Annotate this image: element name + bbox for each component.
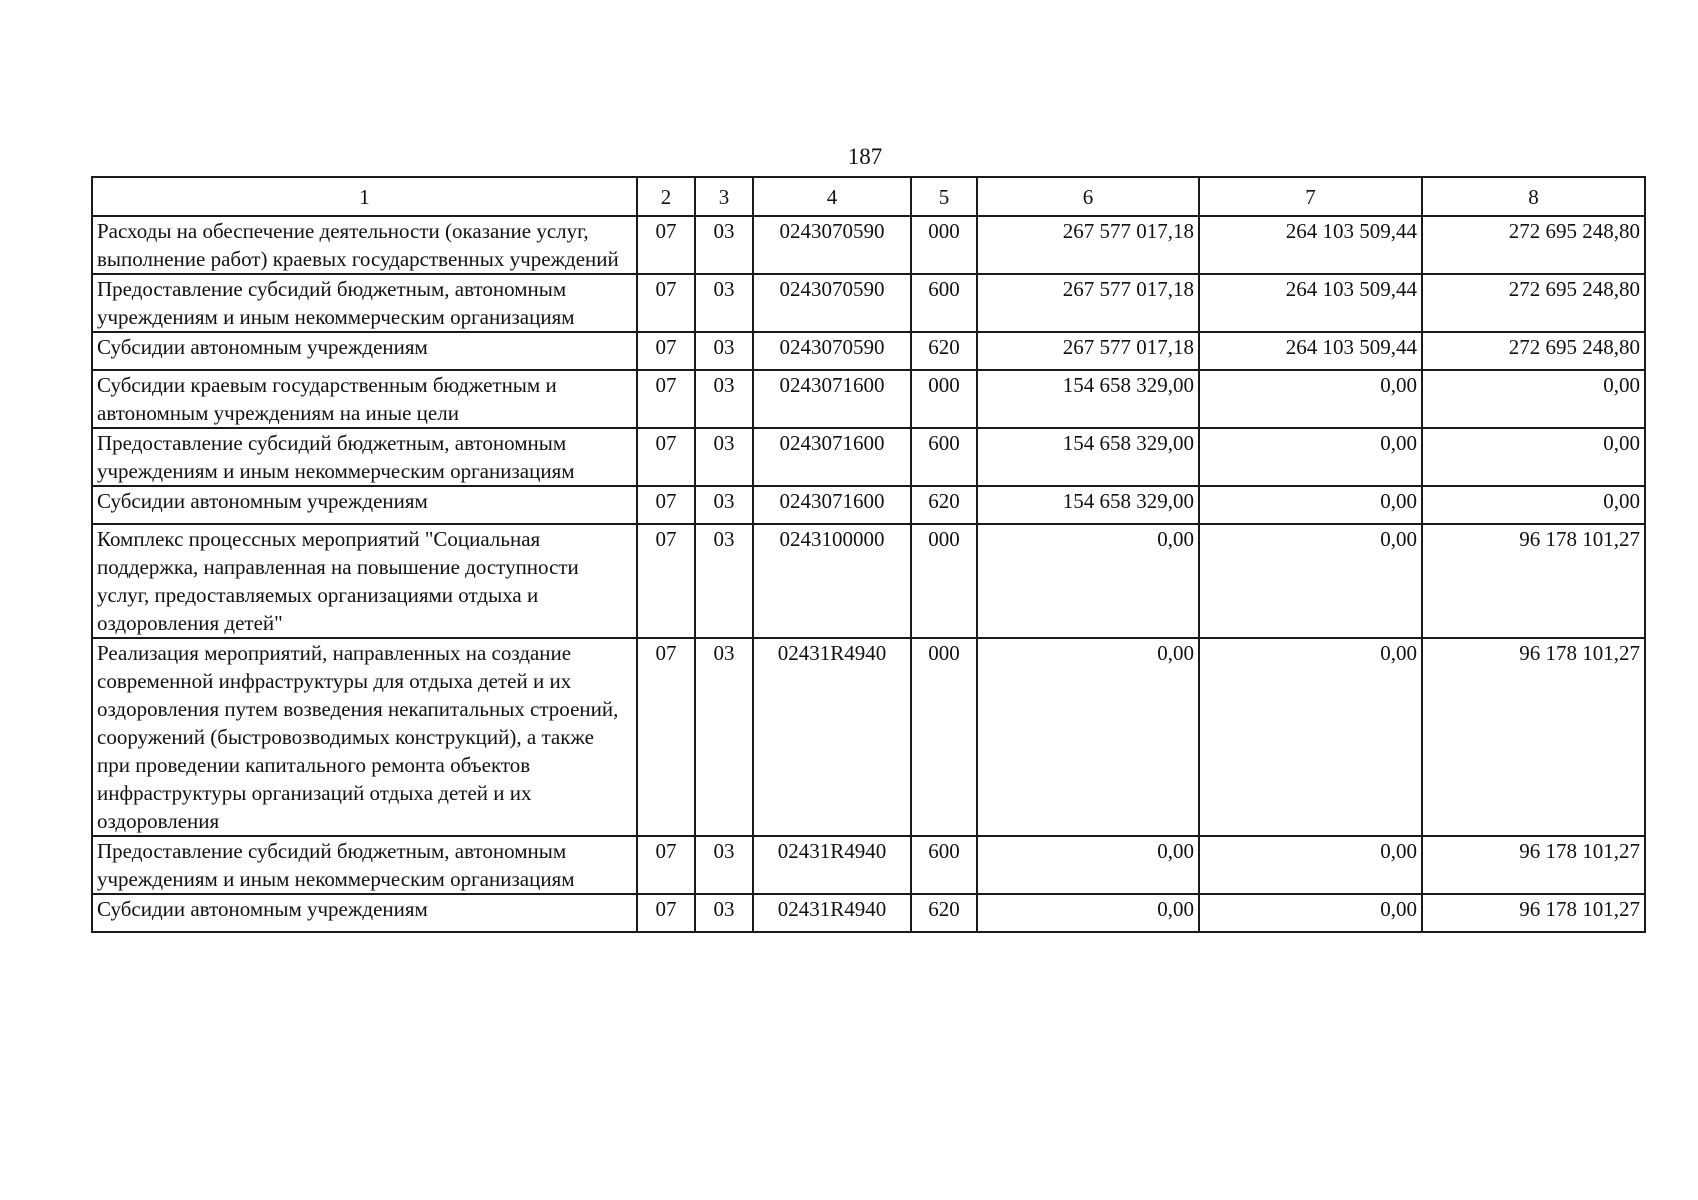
row-subsection: 03 <box>695 370 753 428</box>
row-section: 07 <box>637 428 695 486</box>
row-target-code: 0243071600 <box>753 370 911 428</box>
row-section: 07 <box>637 638 695 836</box>
row-section: 07 <box>637 894 695 932</box>
row-name: Реализация мероприятий, направленных на создание современной инфраструктуры для отдыха детей и их оздоровления путем возведения некапитальных строений, сооружений (быстровозводимых конструкций), а также при проведении капитального ремонта объектов инфраструктуры организаций отдыха детей и их оздоровления <box>92 638 637 836</box>
row-name: Предоставление субсидий бюджетным, автономным учреждениям и иным некоммерческим организациям <box>92 836 637 894</box>
row-name: Предоставление субсидий бюджетным, автономным учреждениям и иным некоммерческим организациям <box>92 428 637 486</box>
row-subsection: 03 <box>695 274 753 332</box>
row-amount-8: 96 178 101,27 <box>1422 836 1645 894</box>
row-amount-8: 96 178 101,27 <box>1422 524 1645 638</box>
row-amount-8: 0,00 <box>1422 486 1645 524</box>
row-amount-8: 272 695 248,80 <box>1422 332 1645 370</box>
column-header-2: 2 <box>637 177 695 216</box>
row-section: 07 <box>637 216 695 274</box>
table-row <box>92 524 1645 638</box>
row-name: Субсидии краевым государственным бюджетным и автономным учреждениям на иные цели <box>92 370 637 428</box>
header-row <box>92 177 1645 216</box>
column-header-4: 4 <box>753 177 911 216</box>
table-row <box>92 428 1645 486</box>
row-amount-8: 0,00 <box>1422 370 1645 428</box>
row-target-code: 0243070590 <box>753 274 911 332</box>
row-amount-7: 0,00 <box>1199 428 1422 486</box>
row-amount-8: 272 695 248,80 <box>1422 274 1645 332</box>
row-subsection: 03 <box>695 428 753 486</box>
row-amount-7: 0,00 <box>1199 836 1422 894</box>
row-amount-7: 264 103 509,44 <box>1199 274 1422 332</box>
table-row <box>92 274 1645 332</box>
page-number: 187 <box>847 144 883 169</box>
column-header-6: 6 <box>977 177 1199 216</box>
row-expense-type: 600 <box>911 836 977 894</box>
column-header-5: 5 <box>911 177 977 216</box>
row-target-code: 02431R4940 <box>753 638 911 836</box>
budget-table <box>91 176 1646 933</box>
row-amount-6: 154 658 329,00 <box>977 486 1199 524</box>
table-row <box>92 486 1645 524</box>
row-amount-7: 264 103 509,44 <box>1199 216 1422 274</box>
row-expense-type: 000 <box>911 216 977 274</box>
row-amount-7: 0,00 <box>1199 486 1422 524</box>
row-target-code: 0243071600 <box>753 428 911 486</box>
row-name: Субсидии автономным учреждениям <box>92 486 637 524</box>
row-target-code: 0243100000 <box>753 524 911 638</box>
row-subsection: 03 <box>695 894 753 932</box>
row-expense-type: 000 <box>911 370 977 428</box>
row-section: 07 <box>637 524 695 638</box>
row-name: Субсидии автономным учреждениям <box>92 332 637 370</box>
table-row <box>92 332 1645 370</box>
row-name: Субсидии автономным учреждениям <box>92 894 637 932</box>
row-amount-7: 0,00 <box>1199 524 1422 638</box>
row-amount-6: 0,00 <box>977 638 1199 836</box>
row-amount-7: 0,00 <box>1199 370 1422 428</box>
row-amount-8: 272 695 248,80 <box>1422 216 1645 274</box>
row-amount-8: 0,00 <box>1422 428 1645 486</box>
row-target-code: 02431R4940 <box>753 836 911 894</box>
row-expense-type: 000 <box>911 524 977 638</box>
column-header-3: 3 <box>695 177 753 216</box>
row-amount-6: 0,00 <box>977 894 1199 932</box>
row-target-code: 0243070590 <box>753 216 911 274</box>
row-subsection: 03 <box>695 836 753 894</box>
row-expense-type: 600 <box>911 428 977 486</box>
row-expense-type: 620 <box>911 894 977 932</box>
row-target-code: 02431R4940 <box>753 894 911 932</box>
row-section: 07 <box>637 274 695 332</box>
row-amount-7: 264 103 509,44 <box>1199 332 1422 370</box>
row-amount-6: 267 577 017,18 <box>977 216 1199 274</box>
row-section: 07 <box>637 836 695 894</box>
row-amount-6: 0,00 <box>977 524 1199 638</box>
row-amount-6: 154 658 329,00 <box>977 370 1199 428</box>
row-expense-type: 620 <box>911 332 977 370</box>
table-row <box>92 370 1645 428</box>
row-amount-6: 267 577 017,18 <box>977 274 1199 332</box>
row-subsection: 03 <box>695 216 753 274</box>
row-amount-6: 154 658 329,00 <box>977 428 1199 486</box>
row-name: Предоставление субсидий бюджетным, автономным учреждениям и иным некоммерческим организациям <box>92 274 637 332</box>
row-section: 07 <box>637 370 695 428</box>
row-name: Комплекс процессных мероприятий "Социальная поддержка, направленная на повышение доступности услуг, предоставляемых организациями отдыха и оздоровления детей" <box>92 524 637 638</box>
table-row <box>92 638 1645 836</box>
row-subsection: 03 <box>695 638 753 836</box>
row-amount-7: 0,00 <box>1199 894 1422 932</box>
column-header-8: 8 <box>1422 177 1645 216</box>
row-name: Расходы на обеспечение деятельности (оказание услуг, выполнение работ) краевых государственных учреждений <box>92 216 637 274</box>
row-amount-8: 96 178 101,27 <box>1422 894 1645 932</box>
row-target-code: 0243070590 <box>753 332 911 370</box>
row-section: 07 <box>637 486 695 524</box>
row-target-code: 0243071600 <box>753 486 911 524</box>
row-amount-8: 96 178 101,27 <box>1422 638 1645 836</box>
row-expense-type: 000 <box>911 638 977 836</box>
row-amount-6: 267 577 017,18 <box>977 332 1199 370</box>
row-amount-6: 0,00 <box>977 836 1199 894</box>
column-header-1: 1 <box>92 177 637 216</box>
table-row <box>92 836 1645 894</box>
row-subsection: 03 <box>695 486 753 524</box>
table-row <box>92 894 1645 932</box>
column-header-7: 7 <box>1199 177 1422 216</box>
row-section: 07 <box>637 332 695 370</box>
row-subsection: 03 <box>695 524 753 638</box>
row-expense-type: 600 <box>911 274 977 332</box>
row-amount-7: 0,00 <box>1199 638 1422 836</box>
row-subsection: 03 <box>695 332 753 370</box>
table-row <box>92 216 1645 274</box>
row-expense-type: 620 <box>911 486 977 524</box>
